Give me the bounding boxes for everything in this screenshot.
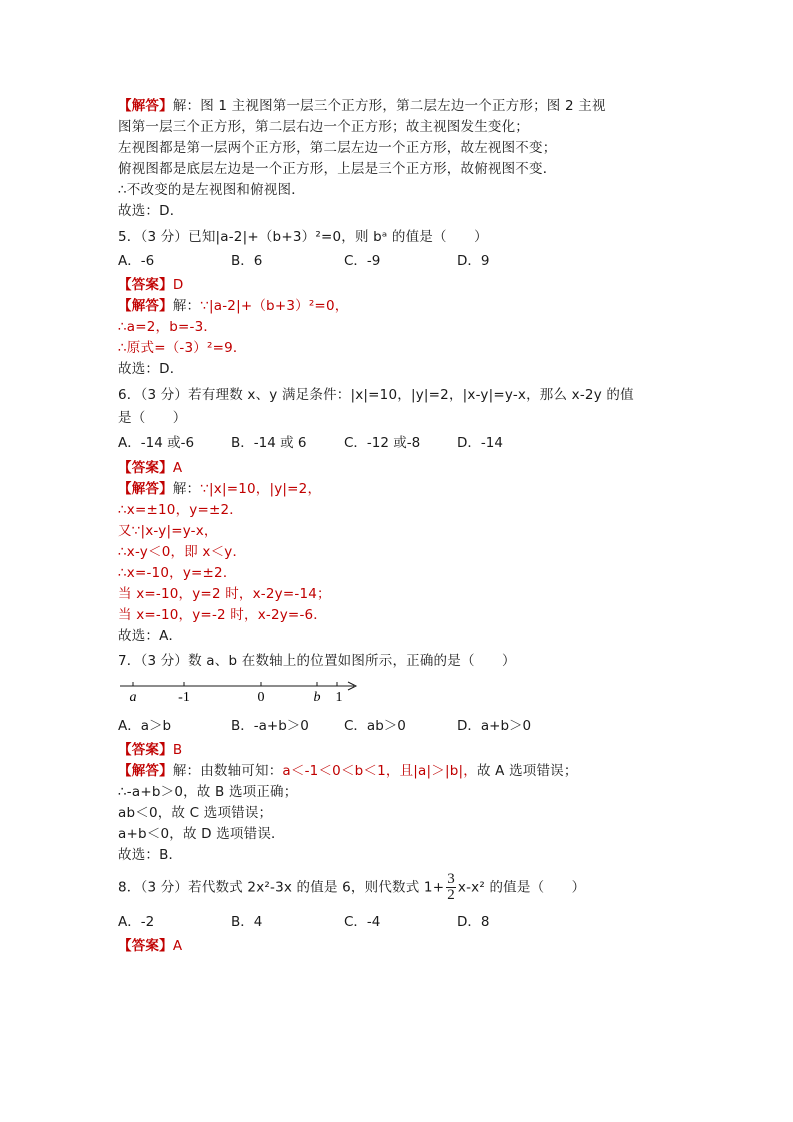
q4-solution-line-1: 【解答】解：图 1 主视图第一层三个正方形，第二层左边一个正方形；图 2 主视 xyxy=(118,98,606,114)
q7-answer-value: B xyxy=(172,742,183,758)
q7-solution-line-3: ab＜0，故 C 选项错误； xyxy=(118,805,273,821)
label-b: b xyxy=(313,690,321,705)
q6-solution-line-4: ∴x-y＜0，即 x＜y． xyxy=(118,544,247,560)
q6-option-b: B．-14 或 6 xyxy=(231,435,307,451)
fraction-three-halves: $\frac{3}{2}$ xyxy=(447,871,455,903)
q7-stem: 7．（3 分）数 a、b 在数轴上的位置如图所示，正确的是（ ） xyxy=(118,653,516,669)
q6-solution-line-3: 又∵|x-y|=y-x， xyxy=(118,523,218,539)
q8-option-d: D．8 xyxy=(457,914,490,930)
q4-solution-line-3: 左视图都是第一层两个正方形，第二层左边一个正方形，故左视图不变； xyxy=(118,140,557,156)
q7-solution-line-2: ∴-a+b＞0，故 B 选项正确； xyxy=(118,784,298,800)
q8-answer-line xyxy=(118,936,182,956)
q7-solution-line-5: 故选：B． xyxy=(118,847,183,863)
q8-stem: 8．（3 分）若代数式 2x²-3x 的值是 6，则代数式 1+ $\frac{3}{2}$ x-x² 的值是（ ） xyxy=(118,871,586,903)
q7-answer-line xyxy=(118,740,182,760)
q5-solution-line-2: ∴a=2，b=-3． xyxy=(118,319,218,335)
q5-option-b: B．6 xyxy=(231,253,263,269)
q8-answer-value: A xyxy=(172,938,183,954)
q5-option-a: A．-6 xyxy=(118,253,155,269)
q4-solution-label: 【解答】 xyxy=(118,98,173,114)
number-line-figure xyxy=(118,674,368,706)
q6-answer-label: 【答案】 xyxy=(118,460,173,476)
q8-option-a: A．-2 xyxy=(118,914,155,930)
q6-stem-line-1: 6．（3 分）若有理数 x、y 满足条件：|x|=10，|y|=2，|x-y|=y-x，那么 x-2y 的值 xyxy=(118,387,634,403)
q4-solution-line-2: 图第一层三个正方形，第二层右边一个正方形；故主视图发生变化； xyxy=(118,119,529,135)
q5-option-c: C．-9 xyxy=(344,253,381,269)
q6-option-a: A．-14 或-6 xyxy=(118,435,195,451)
q6-solution-label: 【解答】 xyxy=(118,481,173,497)
q6-answer-value: A xyxy=(172,460,183,476)
q6-option-d: D．-14 xyxy=(457,435,503,451)
q5-answer-value: D xyxy=(172,277,184,293)
q7-solution-line-1: 【解答】解：由数轴可知：a＜-1＜0＜b＜1，且|a|＞|b|，故 A 选项错误； xyxy=(118,763,578,779)
q6-option-c: C．-12 或-8 xyxy=(344,435,421,451)
label-zero: 0 xyxy=(257,690,265,705)
q5-solution-line-1: 【解答】解：∵|a-2|+（b+3）²=0， xyxy=(118,298,349,314)
q7-option-b: B．-a+b＞0 xyxy=(231,718,309,734)
q7-answer-label: 【答案】 xyxy=(118,742,173,758)
q4-solution-line-5: ∴不改变的是左视图和俯视图． xyxy=(118,182,305,198)
q5-answer-label: 【答案】 xyxy=(118,277,173,293)
q5-solution-line-4: 故选：D． xyxy=(118,361,184,377)
q6-solution-line-6: 当 x=-10，y=2 时，x-2y=-14； xyxy=(118,586,331,602)
q6-answer-line xyxy=(118,458,182,478)
q5-solution-label: 【解答】 xyxy=(118,298,173,314)
q5-solution-line-3: ∴原式=（-3）²=9． xyxy=(118,340,247,356)
q5-option-d: D．9 xyxy=(457,253,490,269)
q6-solution-line-5: ∴x=-10，y=±2． xyxy=(118,565,237,581)
q4-solution-line-4: 俯视图都是底层左边是一个正方形，上层是三个正方形，故俯视图不变． xyxy=(118,161,557,177)
label-one: 1 xyxy=(335,690,343,705)
q5-stem: 5．（3 分）已知|a-2|+（b+3）²=0，则 bᵃ 的值是（ ） xyxy=(118,229,488,245)
q8-option-b: B．4 xyxy=(231,914,263,930)
q8-answer-label: 【答案】 xyxy=(118,938,173,954)
label-minus-one: -1 xyxy=(178,690,190,705)
q6-stem-line-2: 是（ ） xyxy=(118,410,187,426)
q8-option-c: C．-4 xyxy=(344,914,381,930)
q6-solution-line-8: 故选：A． xyxy=(118,628,183,644)
q7-solution-label: 【解答】 xyxy=(118,763,173,779)
q7-option-c: C．ab＞0 xyxy=(344,718,406,734)
q7-option-a: A．a＞b xyxy=(118,718,172,734)
q6-solution-line-7: 当 x=-10，y=-2 时，x-2y=-6． xyxy=(118,607,328,623)
label-a: a xyxy=(129,690,137,705)
q4-solution-line-6: 故选：D． xyxy=(118,203,184,219)
q7-solution-line-4: a+b＜0，故 D 选项错误． xyxy=(118,826,285,842)
q6-solution-line-1: 【解答】解：∵|x|=10，|y|=2， xyxy=(118,481,322,497)
q6-solution-line-2: ∴x=±10，y=±2． xyxy=(118,502,243,518)
q7-option-d: D．a+b＞0 xyxy=(457,718,532,734)
q5-answer-line xyxy=(118,275,183,295)
